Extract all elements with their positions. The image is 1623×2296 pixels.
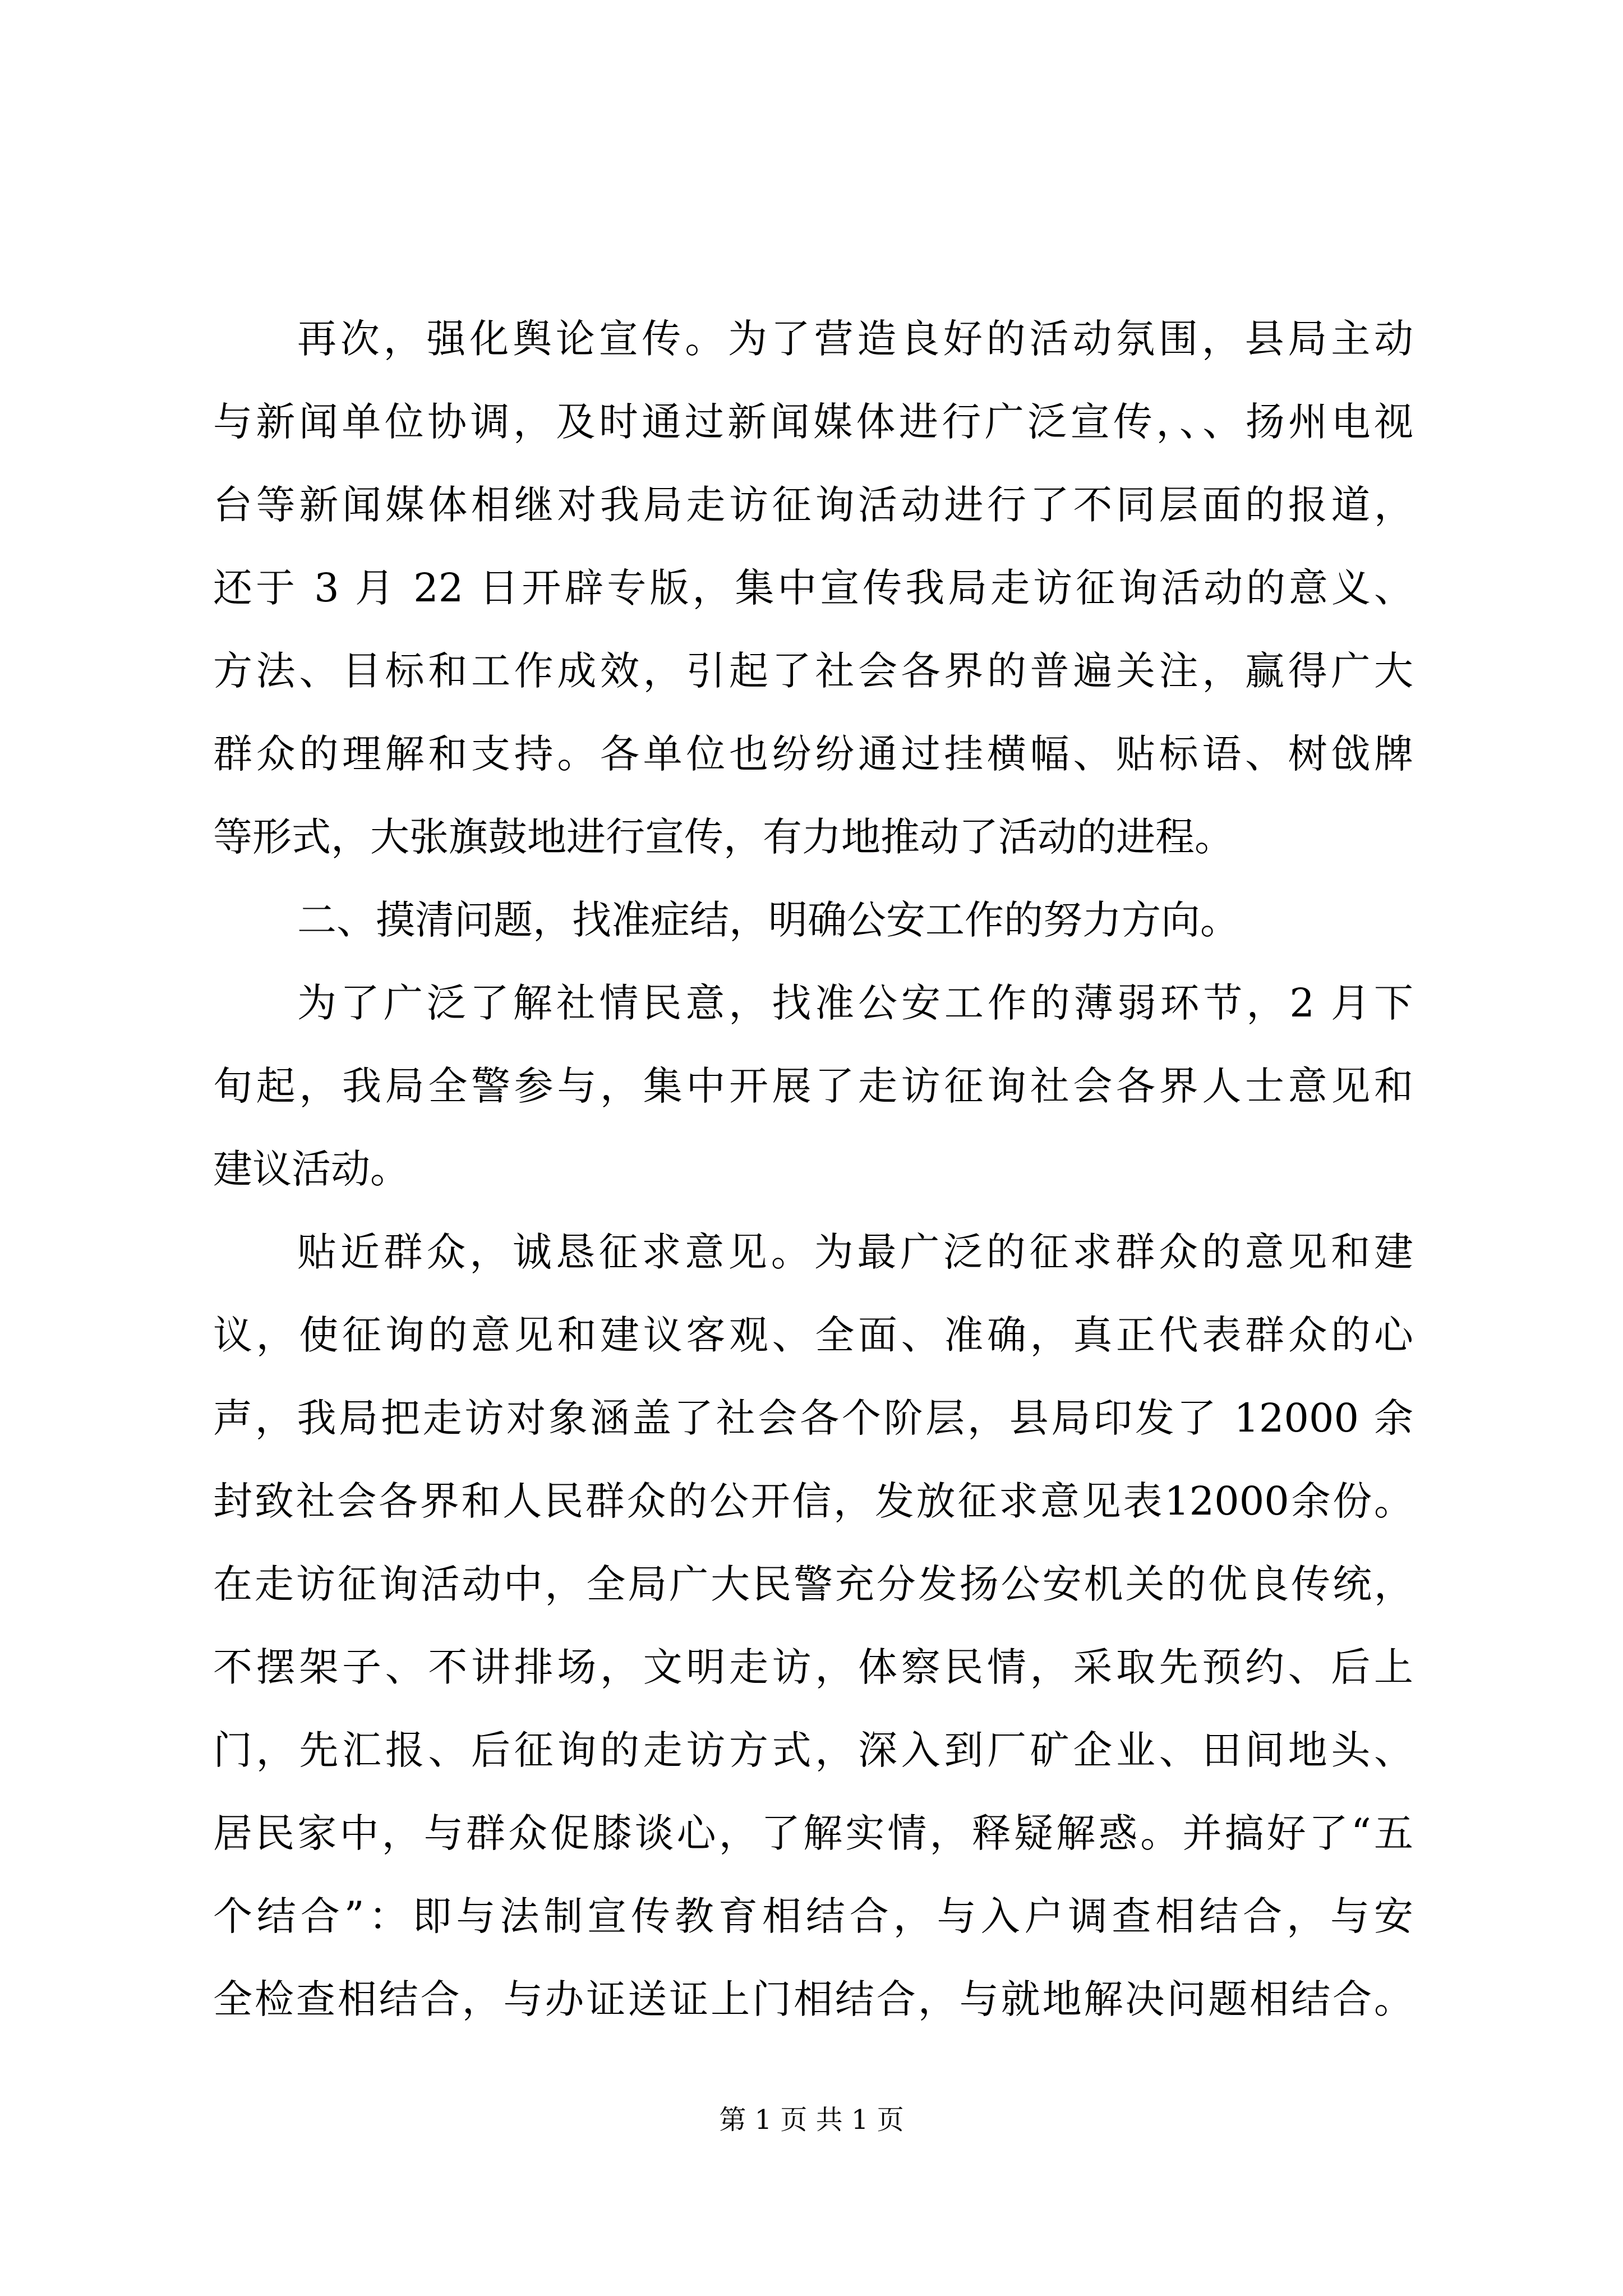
section-heading: 二、摸清问题，找准症结，明确公安工作的努力方向。: [297, 897, 1239, 943]
paragraph-line: 不摆架子、不讲排场，文明走访，体察民情，采取先预约、后上: [213, 1644, 1413, 1690]
paragraph-line: 居民家中，与群众促膝谈心，了解实情，释疑解惑。并搞好了“五: [213, 1810, 1413, 1856]
paragraph-line: 封致社会各界和人民群众的公开信，发放征求意见表12000余份。: [213, 1478, 1413, 1524]
paragraph-line: 台等新闻媒体相继对我局走访征询活动进行了不同层面的报道，: [213, 482, 1413, 528]
paragraph-line: 在走访征询活动中，全局广大民警充分发扬公安机关的优良传统，: [213, 1561, 1413, 1607]
paragraph-line: 再次，强化舆论宣传。为了营造良好的活动氛围，县局主动: [297, 316, 1413, 362]
paragraph-line: 贴近群众，诚恳征求意见。为最广泛的征求群众的意见和建: [297, 1229, 1413, 1275]
paragraph-line: 全检查相结合，与办证送证上门相结合，与就地解决问题相结合。: [213, 1976, 1413, 2022]
paragraph-line: 旬起，我局全警参与，集中开展了走访征询社会各界人士意见和: [213, 1063, 1413, 1109]
paragraph-line: 个结合”：即与法制宣传教育相结合，与入户调查相结合，与安: [213, 1893, 1413, 1939]
paragraph-line: 方法、目标和工作成效，引起了社会各界的普遍关注，赢得广大: [213, 648, 1413, 694]
paragraph-line: 门，先汇报、后征询的走访方式，深入到厂矿企业、田间地头、: [213, 1727, 1413, 1773]
paragraph-line: 建议活动。: [213, 1146, 409, 1192]
paragraph-line: 为了广泛了解社情民意，找准公安工作的薄弱环节，2 月下: [297, 980, 1413, 1026]
paragraph-line: 还于 3 月 22 日开辟专版，集中宣传我局走访征询活动的意义、: [213, 565, 1413, 611]
paragraph-line: 声，我局把走访对象涵盖了社会各个阶层，县局印发了 12000 余: [213, 1395, 1413, 1441]
paragraph-line: 等形式，大张旗鼓地进行宣传，有力地推动了活动的进程。: [213, 814, 1234, 860]
paragraph-line: 与新闻单位协调，及时通过新闻媒体进行广泛宣传，、、扬州电视: [213, 399, 1413, 445]
paragraph-line: 群众的理解和支持。各单位也纷纷通过挂横幅、贴标语、树戗牌: [213, 731, 1413, 777]
paragraph-line: 议，使征询的意见和建议客观、全面、准确，真正代表群众的心: [213, 1312, 1413, 1358]
document-body: [213, 297, 1413, 2041]
page-number-footer: 第 1 页 共 1 页: [719, 2104, 904, 2136]
